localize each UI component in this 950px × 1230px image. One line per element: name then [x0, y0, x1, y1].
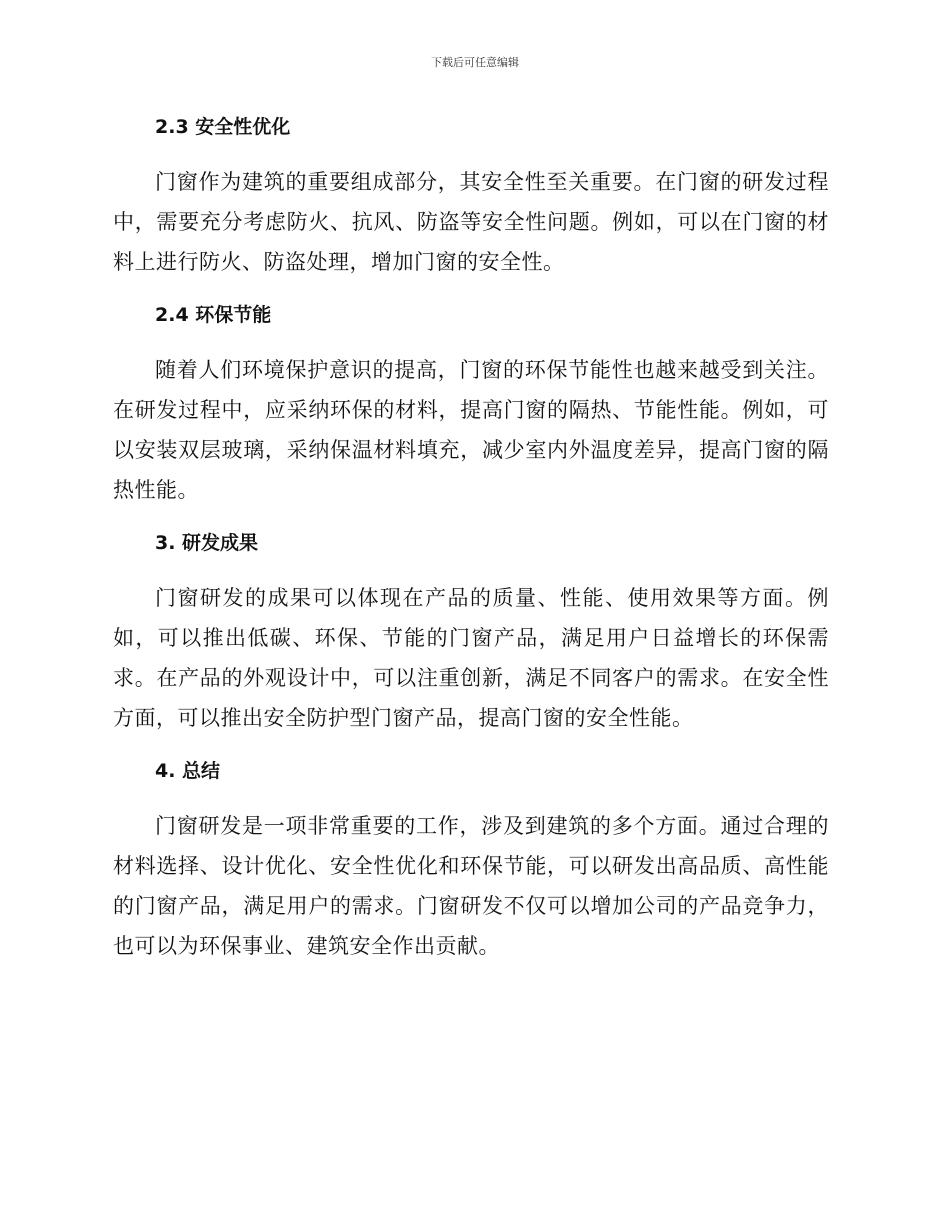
section-paragraph-2-3: 门窗作为建筑的重要组成部分，其安全性至关重要。在门窗的研发过程中，需要充分考虑防火、抗风、防盗等安全性问题。例如，可以在门窗的材料上进行防火、防盗处理，增加门窗的安全性。: [113, 170, 829, 274]
section-paragraph-3: 门窗研发的成果可以体现在产品的质量、性能、使用效果等方面。例如，可以推出低碳、环保、节能的门窗产品，满足用户日益增长的环保需求。在产品的外观设计中，可以注重创新，满足不同客户的需求。在安全性方面，可以推出安全防护型门窗产品，提高门窗的安全性能。: [113, 586, 829, 730]
section-heading-4: 4. 总结: [155, 760, 221, 782]
document-body: [113, 108, 829, 966]
section-heading-3: 3. 研发成果: [155, 532, 259, 554]
section-paragraph-2-4: 随着人们环境保护意识的提高，门窗的环保节能性也越来越受到关注。在研发过程中，应采纳环保的材料，提高门窗的隔热、节能性能。例如，可以安装双层玻璃，采纳保温材料填充，减少室内外温度差异，提高门窗的隔热性能。: [113, 358, 829, 502]
header-note: 下载后可任意编辑: [431, 56, 519, 69]
section-paragraph-4: 门窗研发是一项非常重要的工作，涉及到建筑的多个方面。通过合理的材料选择、设计优化、安全性优化和环保节能，可以研发出高品质、高性能的门窗产品，满足用户的需求。门窗研发不仅可以增加公司的产品竞争力，也可以为环保事业、建筑安全作出贡献。: [113, 814, 829, 958]
section-heading-2-3: 2.3 安全性优化: [155, 116, 291, 138]
section-heading-2-4: 2.4 环保节能: [155, 304, 272, 326]
